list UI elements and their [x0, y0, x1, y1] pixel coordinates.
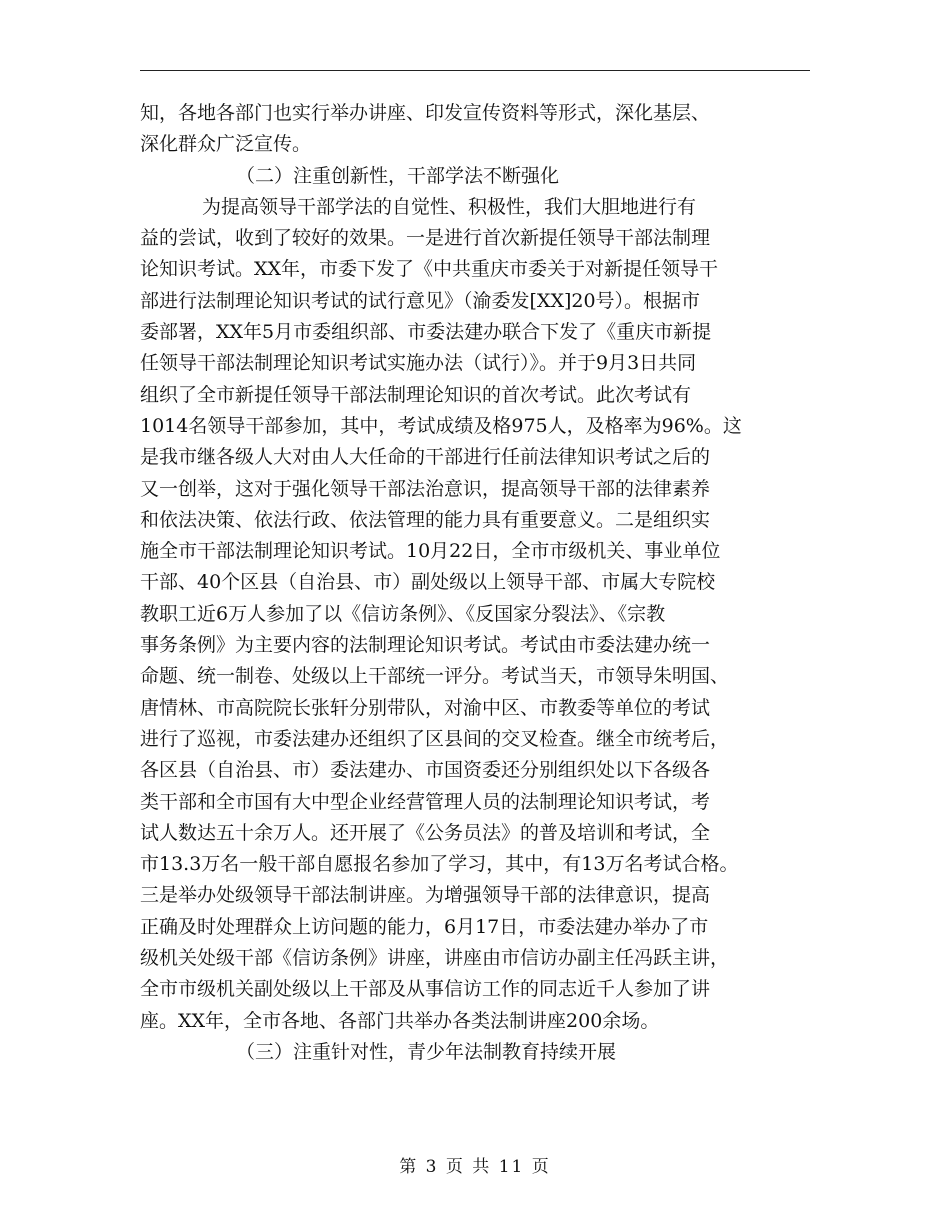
- text-line: 益的尝试，收到了较好的效果。一是进行首次新提任领导干部法制理: [140, 227, 711, 250]
- text-line: 委部署，XX年5月市委组织部、市委法建办联合下发了《重庆市新提: [140, 321, 712, 344]
- text-line: 教职工近6万人参加了以《信访条例》、《反国家分裂法》、《宗教: [140, 602, 666, 625]
- text-line: 深化群众广泛宣传。: [140, 133, 312, 156]
- text-line: 唐情林、市高院院长张轩分别带队，对渝中区、市教委等单位的考试: [140, 696, 711, 719]
- text-line: 试人数达五十余万人。还开展了《公务员法》的普及培训和考试，全: [140, 821, 711, 844]
- text-line: 类干部和全市国有大中型企业经营管理人员的法制理论知识考试，考: [140, 790, 711, 813]
- text-line: 座。XX年，全市各地、各部门共举办各类法制讲座200余场。: [140, 1009, 660, 1032]
- text-line: 正确及时处理群众上访问题的能力，6月17日，市委法建办举办了市: [140, 915, 709, 938]
- text-line: 各区县（自治县、市）委法建办、市国资委还分别组织处以下各级各: [140, 759, 711, 782]
- text-line: 论知识考试。XX年，市委下发了《中共重庆市委关于对新提任领导干: [140, 258, 719, 281]
- section-heading: （二）注重创新性，干部学法不断强化: [236, 164, 560, 187]
- text-line: 级机关处级干部《信访条例》讲座，讲座由市信访办副主任冯跃主讲，: [140, 947, 730, 970]
- text-line: 命题、统一制卷、处级以上干部统一评分。考试当天，市领导朱明国、: [140, 665, 730, 688]
- text-line: 市13.3万名一般干部自愿报名参加了学习，其中，有13万名考试合格。: [140, 853, 739, 876]
- text-line: 三是举办处级领导干部法制讲座。为增强领导干部的法律意识，提高: [140, 884, 711, 907]
- text-line: 1014名领导干部参加，其中，考试成绩及格975人，及格率为96%。这: [140, 414, 742, 437]
- text-line: 部进行法制理论知识考试的试行意见》（渝委发[XX]20号）。根据市: [140, 289, 701, 312]
- text-line: 知，各地各部门也实行举办讲座、印发宣传资料等形式，深化基层、: [140, 102, 711, 124]
- paragraph-first-line: 为提高领导干部学法的自觉性、积极性，我们大胆地进行有: [202, 195, 697, 218]
- text-line: 和依法决策、依法行政、依法管理的能力具有重要意义。二是组织实: [140, 508, 711, 531]
- document-body: [140, 98, 830, 1068]
- text-line: 施全市干部法制理论知识考试。10月22日，全市市级机关、事业单位: [140, 540, 721, 563]
- text-line: 又一创举，这对于强化领导干部法治意识，提高领导干部的法律素养: [140, 477, 711, 500]
- page-footer: 第 3 页 共 11 页: [399, 1157, 551, 1177]
- section-heading: （三）注重针对性，青少年法制教育持续开展: [236, 1040, 617, 1063]
- text-line: 是我市继各级人大对由人大任命的干部进行任前法律知识考试之后的: [140, 446, 711, 469]
- text-line: 任领导干部法制理论知识考试实施办法（试行）》。并于9月3日共同: [140, 352, 697, 375]
- text-line: 进行了巡视，市委法建办还组织了区县间的交叉检查。继全市统考后，: [140, 727, 730, 750]
- text-line: 干部、40个区县（自治县、市）副处级以上领导干部、市属大专院校: [140, 571, 716, 594]
- text-line: 事务条例》为主要内容的法制理论知识考试。考试由市委法建办统一: [140, 634, 711, 657]
- text-line: 组织了全市新提任领导干部法制理论知识的首次考试。此次考试有: [140, 383, 692, 406]
- header-rule: [140, 70, 810, 71]
- text-line: 全市市级机关副处级以上干部及从事信访工作的同志近千人参加了讲: [140, 978, 711, 1001]
